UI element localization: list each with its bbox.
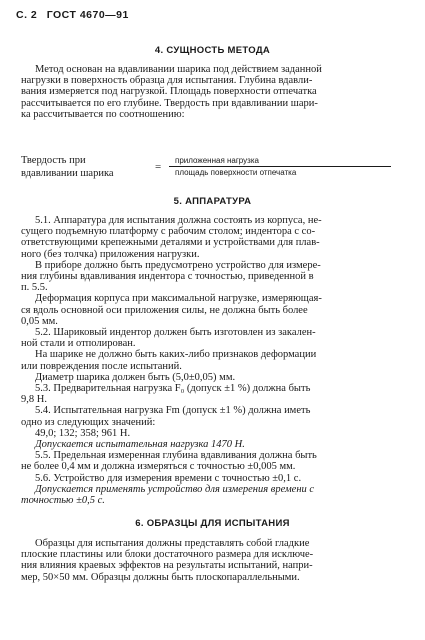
formula-denominator: площадь поверхности отпечатка	[175, 168, 297, 177]
text-line: п. 5.5.	[21, 282, 48, 294]
formula-numerator: приложенная нагрузка	[169, 156, 391, 167]
section-6-title: 6. ОБРАЗЦЫ ДЛЯ ИСПЫТАНИЯ	[135, 518, 290, 529]
text-line: вания измеряется под нагрузкой. Площадь поверхности отпечатка	[21, 86, 317, 98]
text-line: ся вдоль основной оси приложения силы, не должна быть более	[21, 304, 308, 316]
text-line: точностью ±0,5 с.	[21, 495, 105, 507]
standard-number: ГОСТ 4670—91	[46, 9, 129, 21]
text-line: 49,0; 132; 358; 961 Н.	[35, 427, 131, 439]
text-line: Образцы для испытания должны представлять собой гладкие	[35, 538, 310, 549]
text-line: или повреждения после испытаний.	[21, 360, 182, 372]
text-line: рассчитывается по его глубине. Твердость при вдавливании шари-	[21, 97, 318, 109]
text-line: Допускается испытательная нагрузка 1470 Н.	[35, 439, 245, 451]
text-line: 9,8 Н.	[21, 394, 47, 406]
section-5-title: 5. АППАРАТУРА	[173, 196, 252, 207]
section-5-body	[21, 215, 407, 506]
text-line: Деформация корпуса при максимальной нагрузке, измеряющая-	[35, 293, 322, 305]
text-line: мер, 50×50 мм. Образцы должны быть плоскопараллельными.	[21, 571, 300, 583]
formula-left-line: вдавливании шарика	[21, 168, 114, 179]
text-line: 5.6. Устройство для измерения времени с точностью ±0,1 с.	[35, 472, 302, 484]
text-line: ной стали и отполирован.	[21, 338, 136, 350]
text-line: В приборе должно быть предусмотрено устройство для измере-	[35, 259, 321, 271]
text-line: ного (без толчка) приложения нагрузки.	[21, 248, 200, 260]
page-header	[16, 9, 135, 21]
formula-fraction	[169, 156, 391, 178]
section-4-title: 4. СУЩНОСТЬ МЕТОДА	[154, 45, 271, 56]
text-line: 0,05 мм.	[21, 315, 58, 327]
section-6-body	[21, 538, 407, 583]
text-line: 5.3. Предварительная нагрузка F₀ (допуск ±1 %) должна быть	[35, 383, 311, 395]
text-line: 5.4. Испытательная нагрузка Fm (допуск ±1 %) должна иметь	[35, 405, 311, 417]
formula-left-side	[21, 154, 114, 180]
text-line: На шарике не должно быть каких-либо признаков деформации	[35, 349, 317, 361]
text-line: Диаметр шарика должен быть (5,0±0,05) мм.	[35, 371, 236, 383]
text-line: одно из следующих значений:	[21, 416, 156, 428]
page-number: С. 2	[16, 9, 38, 21]
section-4-body	[21, 64, 407, 120]
text-line: ка рассчитывается по соотношению:	[21, 108, 185, 120]
formula-equals: =	[155, 161, 162, 173]
text-line: Метод основан на вдавливании шарика под действием заданной	[35, 64, 322, 75]
text-line: 5.2. Шариковый индентор должен быть изготовлен из закален-	[35, 327, 316, 339]
text-line: плоские пластины или блоки достаточного размера для исключе-	[21, 549, 314, 561]
text-line: 5.5. Предельная измеренная глубина вдавливания должна быть	[35, 450, 317, 462]
text-line: не более 0,4 мм и должна измеряться с точностью ±0,005 мм.	[21, 461, 296, 473]
text-line: Допускается применять устройство для измерения времени с	[35, 483, 315, 495]
text-line: ния глубины вдавливания индентора с точностью, приведенной в	[21, 271, 314, 283]
text-line: нагрузки в поверхность образца для испытания. Глубина вдавли-	[21, 75, 313, 87]
text-line: ния влияния краевых эффектов на результаты испытаний, напри-	[21, 560, 313, 572]
formula-left-line: Твердость при	[21, 155, 86, 166]
text-line: 5.1. Аппаратура для испытания должна состоять из корпуса, не-	[35, 215, 322, 226]
hardness-formula	[21, 154, 407, 184]
text-line: сущего подъемную платформу с рабочим столом; индентора с со-	[21, 226, 316, 238]
text-line: ответствующими крепежными деталями и устройствами для плав-	[21, 237, 320, 249]
